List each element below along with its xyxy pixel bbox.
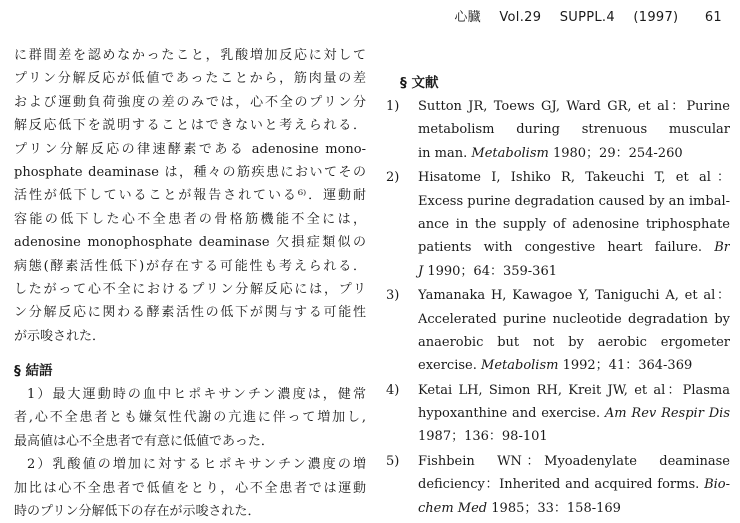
journal-title: Metabolism: [471, 145, 549, 161]
reference-line: [418, 118, 730, 141]
reference-line: [418, 236, 730, 259]
reference-line: [418, 284, 730, 307]
text-line: 活性が低下していることが報告されている⁶⁾．運動耐: [14, 188, 366, 204]
reference-line: [418, 379, 730, 402]
volume: Vol.29: [499, 10, 542, 25]
text-line: 解反応低下を説明することはできないと考えられる．: [14, 118, 366, 134]
reference-item: [386, 95, 730, 165]
reference-line: [418, 308, 730, 331]
citation-text: Ketai LH, Simon RH, Kreit JW, et al：Plasma: [418, 382, 730, 398]
citation-text: hypoxanthine and exercise.: [418, 406, 605, 422]
text-line: 加比は心不全患者で低値をとり，心不全患者では運動: [14, 480, 366, 496]
reference-line: [418, 213, 730, 236]
references-heading: § 文献: [400, 75, 439, 91]
reference-line: [418, 425, 730, 448]
text-line: 者,心不全患者とも嫌気性代謝の亢進に伴って増加し,: [14, 410, 366, 426]
reference-number: 3): [386, 288, 400, 304]
citation-text: Fishbein WN：Myoadenylate deaminase: [418, 453, 730, 469]
citation-text: Accelerated purine nucleotide degradation by: [418, 311, 730, 327]
reference-line: [418, 260, 730, 283]
reference-list: [386, 95, 730, 520]
journal-title: Bio-: [704, 477, 730, 493]
right-column: [386, 72, 730, 520]
reference-text: [418, 166, 730, 283]
text-line: 時のプリン分解低下の存在が示唆された．: [14, 504, 261, 520]
citation-text: 1987；136：98-101: [418, 429, 548, 445]
discussion-paragraph: [14, 44, 366, 348]
reference-line: [418, 331, 730, 354]
text-line: に群間差を認めなかったこと，乳酸増加反応に対して: [14, 48, 366, 63]
text-line: および運動負荷強度の差のみでは，心不全のプリン分: [14, 94, 366, 110]
reference-item: [386, 379, 730, 449]
text-line: 2）乳酸値の増加に対するヒポキサンチン濃度の増: [27, 457, 366, 473]
reference-line: [418, 473, 730, 496]
reference-item: [386, 284, 730, 378]
reference-text: [418, 379, 730, 449]
reference-number: 1): [386, 99, 400, 114]
citation-text: Hisatome I, Ishiko R, Takeuchi T, et al：: [418, 170, 730, 186]
citation-text: 1985；33：158-169: [487, 500, 621, 516]
citation-text: Yamanaka H, Kawagoe Y, Taniguchi A, et al：: [418, 288, 730, 304]
citation-text: ance in the supply of adenosine triphosphate: [418, 216, 730, 232]
citation-text: 1980；29：254-260: [548, 145, 683, 161]
reference-text: [418, 284, 730, 378]
citation-text: 1992；41：364-369: [558, 358, 693, 374]
reference-text: [418, 95, 730, 165]
reference-number: 5): [386, 453, 400, 469]
journal-title: Metabolism: [481, 358, 559, 374]
text-line: したがって心不全におけるプリン分解反応には，プリ: [14, 281, 366, 297]
reference-line: [418, 402, 730, 425]
reference-line: [418, 354, 730, 377]
text-line: が示唆された．: [14, 328, 106, 344]
reference-line: [418, 190, 730, 213]
supplement: SUPPL.4: [559, 10, 615, 25]
citation-text: patients with congestive heart failure.: [418, 240, 715, 256]
journal-title: J: [418, 263, 424, 279]
text-line: ン分解反応に関わる酵素活性の低下が関与する可能性: [14, 305, 366, 321]
text-line: プリン分解反応が低値であったことから，筋肉量の差: [14, 71, 366, 87]
reference-line: [418, 95, 730, 118]
citation-text: metabolism during strenuous muscular: [418, 122, 730, 138]
conclusion-body: [14, 383, 366, 523]
page-number: 61: [704, 10, 722, 25]
reference-line: [418, 497, 730, 520]
text-line: 最高値は心不全患者で有意に低値であった．: [14, 433, 274, 449]
reference-line: [418, 450, 730, 473]
reference-number: 4): [386, 382, 400, 398]
citation-text: Excess purine degradation caused by an imbal-: [418, 193, 730, 209]
text-line: プリン分解反応の律速酵素である adenosine mono-: [14, 141, 366, 157]
conclusion-heading: § 結語: [14, 363, 53, 380]
year: (1997): [633, 10, 679, 25]
journal-title: Am Rev Respir Dis: [604, 406, 730, 422]
journal-name: 心臓: [454, 10, 481, 25]
citation-text: deficiency：Inherited and acquired forms.: [418, 477, 705, 493]
citation-text: Sutton JR, Toews GJ, Ward GR, et al：Purine: [418, 99, 730, 114]
citation-text: 1990；64：359-361: [423, 263, 557, 279]
text-line: 病態(酵素活性低下)が存在する可能性も考えられる．: [14, 258, 366, 274]
reference-line: [418, 166, 730, 189]
reference-item: [386, 166, 730, 283]
journal-title: chem Med: [418, 500, 488, 516]
journal-title: Br: [714, 240, 730, 256]
reference-line: [418, 142, 730, 165]
citation-text: exercise.: [418, 358, 482, 374]
reference-number: 2): [386, 170, 400, 186]
text-line: phosphate deaminase は，種々の筋疾患においてその: [14, 164, 366, 180]
text-line: 容能の低下した心不全患者の骨格筋機能不全には，: [14, 211, 366, 227]
text-line: 1）最大運動時の血中ヒポキサンチン濃度は，健常: [27, 387, 366, 403]
text-line: adenosine monophosphate deaminase 欠損症類似の: [14, 235, 366, 251]
citation-text: in man.: [418, 145, 472, 161]
left-column: [14, 44, 366, 523]
citation-text: anaerobic but not by aerobic ergometer: [418, 334, 730, 350]
running-header: [440, 6, 722, 25]
